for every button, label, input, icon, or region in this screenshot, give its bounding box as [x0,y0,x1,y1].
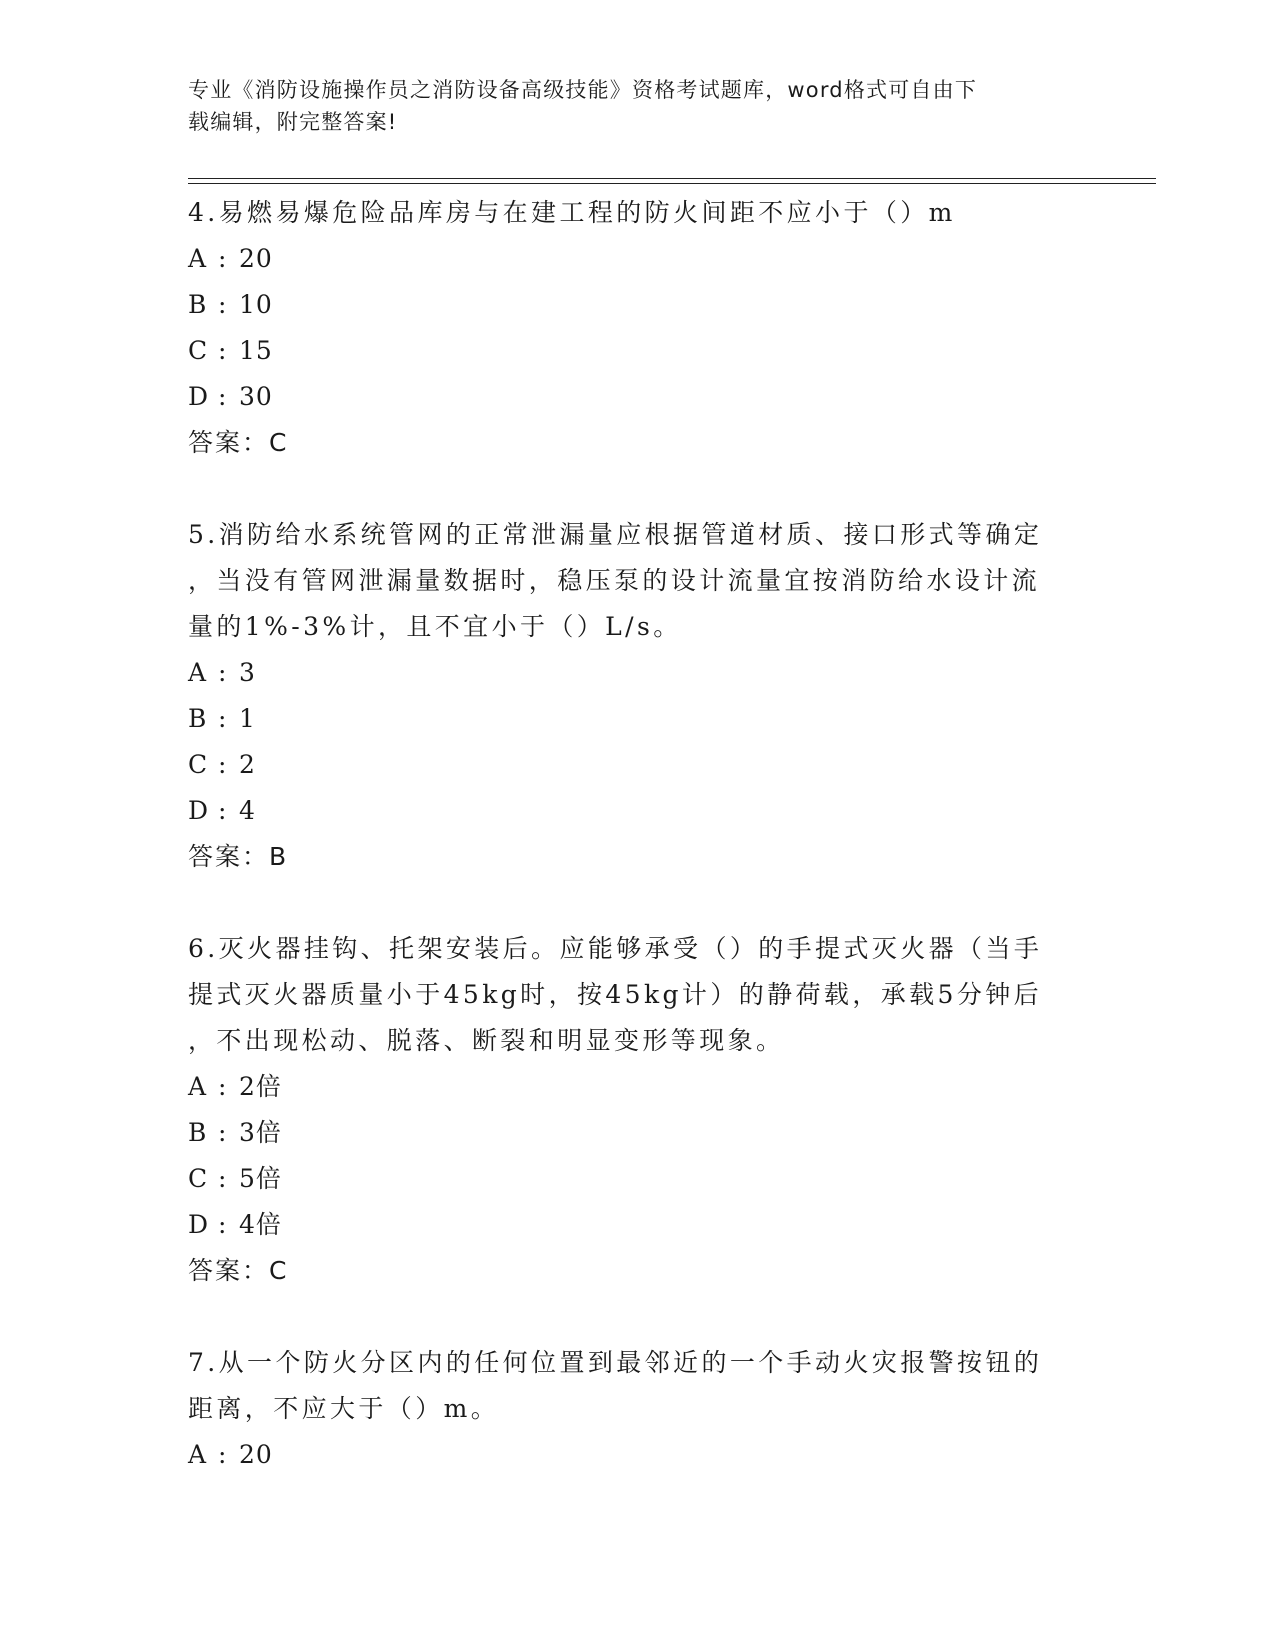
option-text: 10 [238,290,273,319]
option-letter: A [188,658,208,687]
answer-line [188,1248,1068,1294]
option-a: A : 2倍 [188,1064,1068,1110]
question-stem-line: 7.从一个防火分区内的任何位置到最邻近的一个手动火灾报警按钮的 [188,1348,1043,1377]
question-stem-line: 6.灭火器挂钩、托架安装后。应能够承受（）的手提式灭火器（当手 [188,934,1043,963]
document-header [188,74,1068,138]
question-stem-line: ，当没有管网泄漏量数据时，稳压泵的设计流量宜按消防给水设计流 [188,566,1041,595]
option-d: D : 30 [188,374,1068,420]
header-divider-top [188,178,1156,179]
option-c: C : 2 [188,742,1068,788]
question-4 [188,190,1068,466]
question-5 [188,512,1068,880]
option-letter: B [188,704,208,733]
question-stem-line: ，不出现松动、脱落、断裂和明显变形等现象。 [188,1026,785,1055]
option-text: 2倍 [238,1072,282,1101]
option-letter: C [188,1164,209,1193]
option-letter: D [188,796,210,825]
option-text: 20 [238,244,273,273]
header-divider-bottom [188,183,1156,184]
answer-line [188,420,1068,466]
option-b: B : 3倍 [188,1110,1068,1156]
option-text: 20 [238,1440,273,1469]
option-letter: A [188,1072,208,1101]
option-d: D : 4倍 [188,1202,1068,1248]
question-stem-line: 距离，不应大于（）m。 [188,1394,500,1423]
option-letter: B [188,290,208,319]
answer-value: C [269,428,289,457]
question-stem-line: 4.易燃易爆危险品库房与在建工程的防火间距不应小于（）m [188,198,956,227]
answer-value: C [269,1256,289,1285]
option-letter: D [188,382,210,411]
question-7 [188,1340,1068,1478]
option-text: 3倍 [238,1118,282,1147]
option-a: A : 3 [188,650,1068,696]
answer-value: B [269,842,289,871]
question-stem-line: 量的1%-3%计，且不宜小于（）L/s。 [188,612,682,641]
option-text: 2 [238,750,256,779]
option-letter: C [188,750,209,779]
option-b: B : 1 [188,696,1068,742]
option-text: 5倍 [238,1164,282,1193]
option-b: B : 10 [188,282,1068,328]
option-text: 30 [238,382,273,411]
option-text: 1 [238,704,256,733]
question-list [188,190,1068,1524]
question-6 [188,926,1068,1294]
option-text: 3 [238,658,256,687]
question-stem-line: 提式灭火器质量小于45kg时，按45kg计）的静荷载，承载5分钟后 [188,980,1043,1009]
answer-label: 答案： [188,842,270,871]
option-letter: C [188,336,209,365]
option-letter: A [188,244,208,273]
answer-line [188,834,1068,880]
option-letter: B [188,1118,208,1147]
header-line-2: 载编辑，附完整答案! [188,110,398,134]
option-letter: D [188,1210,210,1239]
option-a: A : 20 [188,1432,1068,1478]
option-c: C : 5倍 [188,1156,1068,1202]
option-text: 4 [238,796,256,825]
question-stem-line: 5.消防给水系统管网的正常泄漏量应根据管道材质、接口形式等确定 [188,520,1043,549]
option-d: D : 4 [188,788,1068,834]
option-text: 15 [238,336,273,365]
header-line-1: 专业《消防设施操作员之消防设备高级技能》资格考试题库，word格式可自由下 [188,78,978,102]
option-letter: A [188,1440,208,1469]
answer-label: 答案： [188,428,270,457]
option-a: A : 20 [188,236,1068,282]
option-text: 4倍 [238,1210,282,1239]
option-c: C : 15 [188,328,1068,374]
answer-label: 答案： [188,1256,270,1285]
